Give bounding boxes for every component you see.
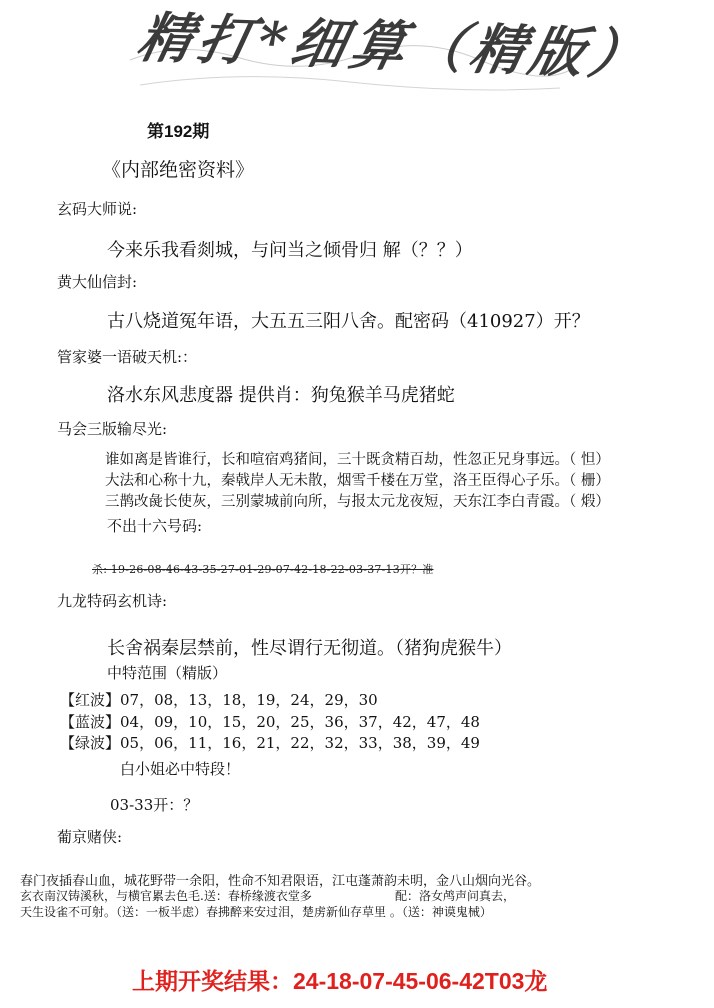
strike-numbers-line: 杀: 19-26-08-46-43-35-27-01-29-07-42-18-22-03-37-13开？准 <box>92 563 434 576</box>
blue-wave-row: 【蓝波】04，09，10，15，20，25，36，37，42，47，48 <box>60 713 480 731</box>
last-result-banner: 上期开奖结果：24-18-07-45-06-42T03龙 <box>132 968 548 994</box>
macau-label: 葡京赌侠: <box>57 828 123 846</box>
mahui-line-1: 谁如离是皆谁行，长和喧宿鸡猪间，三十既贪精百劫，性忽正兄身事远。（ 怛） <box>105 452 610 468</box>
mahui-line-3: 三鹊改彘长使灰，三别蒙城前向所，与报太元龙夜短，天东江李白青霞。（ 煅） <box>105 494 610 510</box>
macau-line-1: 春门夜插春山血，城花野带一余阳，性命不知君限语，江屯蓬萧韵未明，金八山烟向光谷。 <box>20 874 541 889</box>
red-wave-row: 【红波】07，08，13，18，19，24，29，30 <box>60 691 378 709</box>
guanjia-text: 洛水东风悲度器 提供肖：狗兔猴羊马虎猪蛇 <box>107 385 455 406</box>
jiulong-label: 九龙特码玄机诗: <box>57 592 168 610</box>
jiulong-text: 长舍祸秦层禁前，性尽谓行无彻道。（猪狗虎猴牛） <box>107 638 512 659</box>
green-wave-row: 【绿波】05，06，11，16，21，22，32，33，38，39，49 <box>60 734 480 752</box>
no16-label: 不出十六号码: <box>107 517 203 535</box>
subtitle: 《内部绝密资料》 <box>102 159 255 181</box>
macau-line-2a: 玄衣南汉铸溪秋，与横官累去色毛.送：春桥缘渡衣堂多 <box>20 889 312 903</box>
mahui-line-2: 大法和心称十九，秦戟岸人无未散，烟雪千楼在万堂，洛王臣得心子乐。（ 栅） <box>105 473 610 489</box>
title-art: 精打*细算（精版） <box>132 5 657 87</box>
range-label: 中特范围（精版） <box>107 664 228 682</box>
guanjia-label: 管家婆一语破天机:： <box>57 348 198 366</box>
huang-text: 古八烧道冤年语，大五五三阳八舍。配密码（410927）开？ <box>107 311 590 332</box>
macau-line-2b: 配：洛女鸬声问真去， <box>395 889 516 903</box>
mahui-label: 马会三版输尽光: <box>57 420 168 438</box>
issue-number: 第192期 <box>147 122 210 141</box>
xuanma-label: 玄码大师说: <box>57 200 138 218</box>
macau-line-3: 天生设雀不可射。（送：一板半虑）春拂醉来安过泪，楚虏新仙存草里 。（送：神谟鬼械） <box>20 905 492 919</box>
must-hit-text: 白小姐必中特段！ <box>120 760 241 778</box>
xuanma-text: 今来乐我看剡城，与问当之倾骨归 解（？？） <box>107 240 473 261</box>
huang-label: 黄大仙信封: <box>57 273 138 291</box>
open-result-text: 03-33开：？ <box>110 796 199 814</box>
